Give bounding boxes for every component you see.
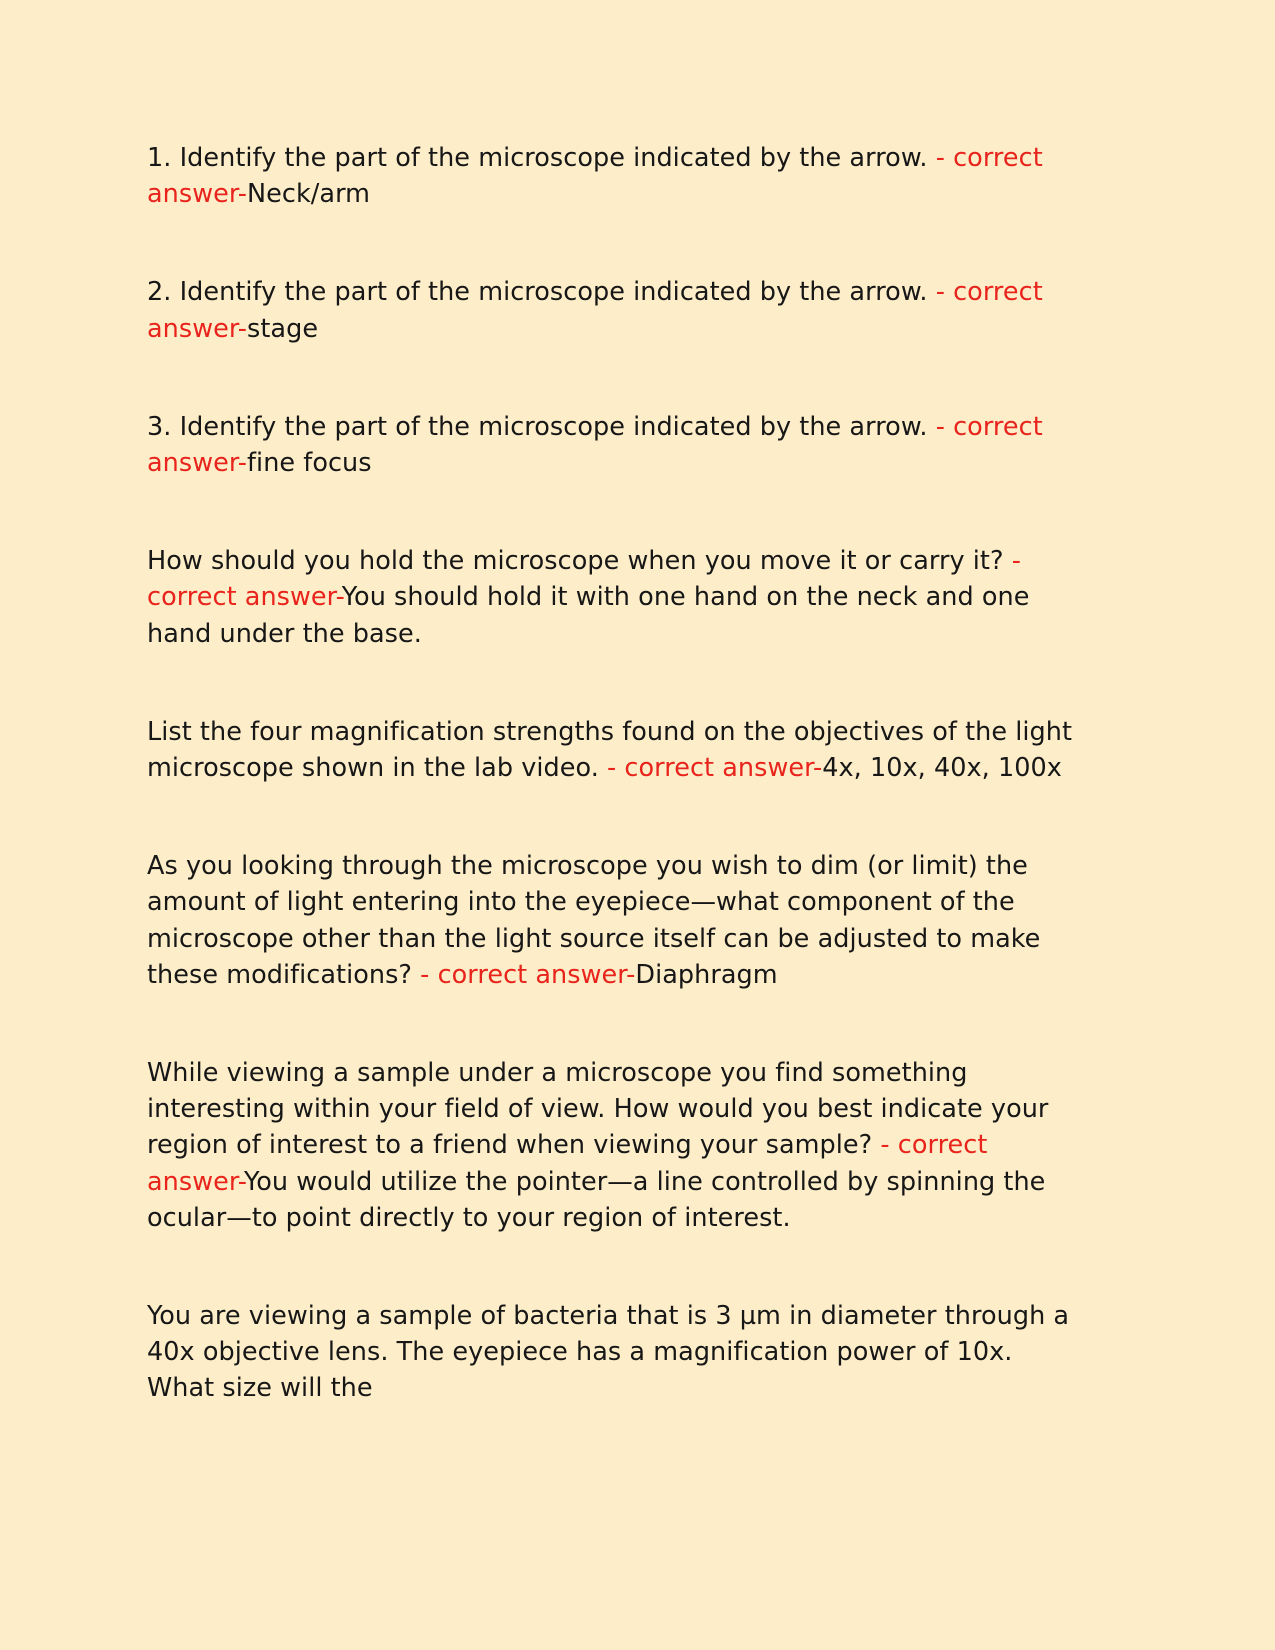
qa-block-2: [147, 274, 1077, 346]
correct-answer-marker: - correct answer-: [147, 277, 1043, 344]
question-text: You are viewing a sample of bacteria that is 3 µm in diameter through a 40x objective lens. The eyepiece has a magnification power of 10x. What size will the: [147, 1301, 1070, 1404]
qa-block-5: [147, 714, 1077, 786]
answer-text: fine focus: [247, 448, 372, 479]
correct-answer-marker: - correct answer-: [412, 959, 636, 990]
answer-text: Neck/arm: [247, 179, 371, 210]
qa-block-4: [147, 543, 1077, 652]
answer-text: 4x, 10x, 40x, 100x: [822, 753, 1062, 784]
qa-block-7: [147, 1055, 1077, 1236]
question-text: 3. Identify the part of the microscope indicated by the arrow.: [147, 411, 928, 442]
correct-answer-marker: - correct answer-: [147, 143, 1043, 210]
answer-text: You should hold it with one hand on the neck and one hand under the base.: [147, 582, 1030, 649]
correct-answer-marker: - correct answer-: [147, 546, 1021, 613]
qa-block-8: [147, 1298, 1077, 1407]
qa-block-6: [147, 848, 1077, 993]
question-text: 1. Identify the part of the microscope indicated by the arrow.: [147, 143, 928, 173]
answer-text: You would utilize the pointer—a line controlled by spinning the ocular—to point directly to your region of interest.: [147, 1166, 1046, 1233]
question-text: While viewing a sample under a microscope you find something interesting within your field of view. How would you best indicate your region of interest to a friend when viewing your sample?: [147, 1058, 1049, 1161]
qa-block-1: [147, 140, 1077, 212]
qa-block-3: [147, 409, 1077, 481]
question-text: 2. Identify the part of the microscope indicated by the arrow.: [147, 277, 928, 308]
answer-text: Diaphragm: [635, 959, 778, 990]
question-text: As you looking through the microscope you wish to dim (or limit) the amount of light entering into the eyepiece—what component of the microscope other than the light source itself can be adjusted to make these modifications?: [147, 851, 1041, 990]
answer-text: stage: [247, 313, 319, 344]
correct-answer-marker: - correct answer-: [147, 411, 1043, 479]
question-text: How should you hold the microscope when you move it or carry it?: [147, 546, 1004, 577]
question-text: List the four magnification strengths found on the objectives of the light microscope shown in the lab video.: [147, 716, 1073, 784]
correct-answer-marker: - correct answer-: [147, 1130, 988, 1197]
correct-answer-marker: - correct answer-: [598, 753, 823, 784]
